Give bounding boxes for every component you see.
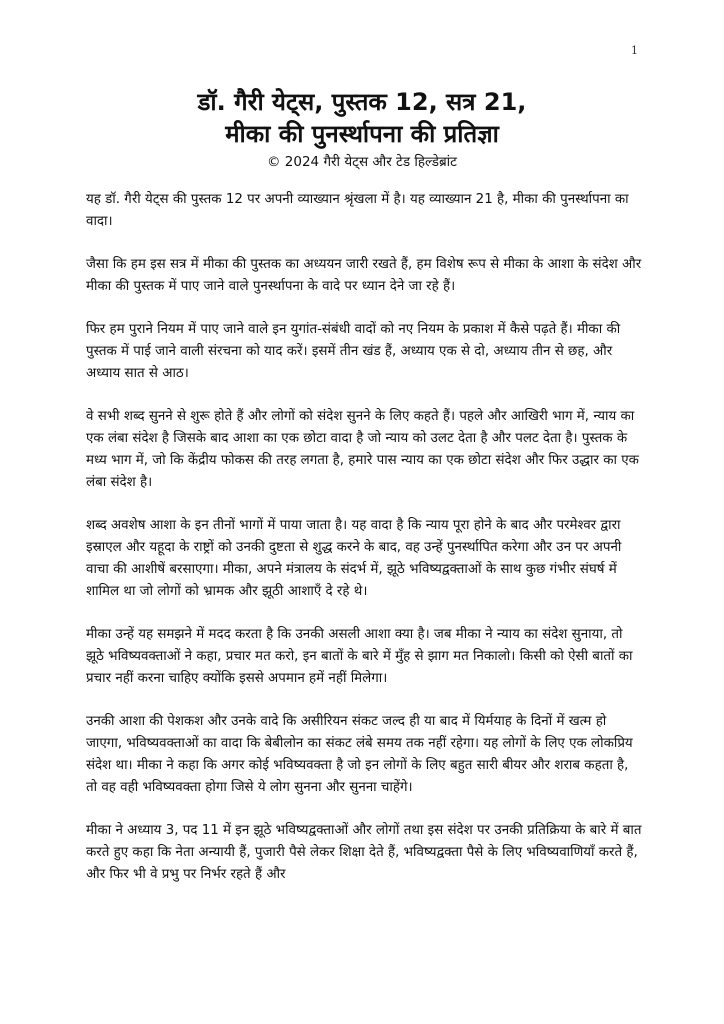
paragraph: शब्द अवशेष आशा के इन तीनों भागों में पाया जाता है। यह वादा है कि न्याय पूरा होने के बाद और परमेश्वर द्वारा इस्राएल और यहूदा के राष्ट्रों को उनकी दुष्टता से शुद्ध करने के बाद, वह उन्हें पुनर्स्थापित करेगा और उन पर अपनी वाचा की आशीषें बरसाएगा। मीका, अपने मंत्रालय के संदर्भ में, झूठे भविष्यद्वक्ताओं के साथ कुछ गंभीर संघर्ष में शामिल था जो लोगों को भ्रामक और झूठी आशाएँ दे रहे थे। [86,518,622,599]
document-header [0,86,724,172]
copyright-notice: © 2024 गैरी येट्स और टेड हिल्डेब्रांट [267,154,457,170]
paragraph: मीका ने अध्याय 3, पद 11 में इन झूठे भविष्यद्वक्ताओं और लोगों तथा इस संदेश पर उनकी प्रतिक्रिया के बारे में बात करते हुए कहा कि नेता अन्यायी हैं, पुजारी पैसे लेकर शिक्षा देते हैं, भविष्यद्वक्ता पैसे के लिए भविष्यवाणियाँ करते हैं, और फिर भी वे प्रभु पर निर्भर रहते हैं और [86,823,642,882]
page-number: 1 [631,44,638,57]
document-body [86,189,642,907]
paragraph: यह डॉ. गैरी येट्स की पुस्तक 12 पर अपनी व्याख्यान श्रृंखला में है। यह व्याख्यान 21 है, मीका की पुनर्स्थापना का वादा। [86,192,629,229]
document-title-line-2: मीका की पुनर्स्थापना की प्रतिज्ञा [225,120,499,148]
paragraph: मीका उन्हें यह समझने में मदद करता है कि उनकी असली आशा क्या है। जब मीका ने न्याय का संदेश सुनाया, तो झूठे भविष्यवक्ताओं ने कहा, प्रचार मत करो, इन बातों के बारे में मुँह से झाग मत निकालो। किसी को ऐसी बातों का प्रचार नहीं करना चाहिए क्योंकि इससे अपमान हमें नहीं मिलेगा। [86,627,633,686]
paragraph: वे सभी शब्द सुनने से शुरू होते हैं और लोगों को संदेश सुनने के लिए कहते हैं। पहले और आखिरी भाग में, न्याय का एक लंबा संदेश है जिसके बाद आशा का एक छोटा वादा है जो न्याय को उलट देता है और पलट देता है। पुस्तक के मध्य भाग में, जो कि केंद्रीय फोकस की तरह लगता है, हमारे पास न्याय का एक छोटा संदेश और फिर उद्धार का एक लंबा संदेश है। [86,409,639,490]
paragraph: जैसा कि हम इस सत्र में मीका की पुस्तक का अध्ययन जारी रखते हैं, हम विशेष रूप से मीका के आशा के संदेश और मीका की पुस्तक में पाए जाने वाले पुनर्स्थापना के वादे पर ध्यान देने जा रहे हैं। [86,257,642,294]
document-title-line-1: डॉ. गैरी येट्स, पुस्तक 12, सत्र 21, [197,88,527,116]
paragraph: उनकी आशा की पेशकश और उनके वादे कि असीरियन संकट जल्द ही या बाद में यिर्मयाह के दिनों में खत्म हो जाएगा, भविष्यवक्ताओं का वादा कि बेबीलोन का संकट लंबे समय तक नहीं रहेगा। यह लोगों के लिए एक लोकप्रिय संदेश था। मीका ने कहा कि अगर कोई भविष्यवक्ता है जो इन लोगों के लिए बहुत सारी बीयर और शराब कहता है, तो वह वही भविष्यवक्ता होगा जिसे ये लोग सुनना और सुनना चाहेंगे। [86,714,633,795]
paragraph: फिर हम पुराने नियम में पाए जाने वाले इन युगांत-संबंधी वादों को नए नियम के प्रकाश में कैसे पढ़ते हैं। मीका की पुस्तक में पाई जाने वाली संरचना को याद करें। इसमें तीन खंड हैं, अध्याय एक से दो, अध्याय तीन से छह, और अध्याय सात से आठ। [86,322,621,381]
